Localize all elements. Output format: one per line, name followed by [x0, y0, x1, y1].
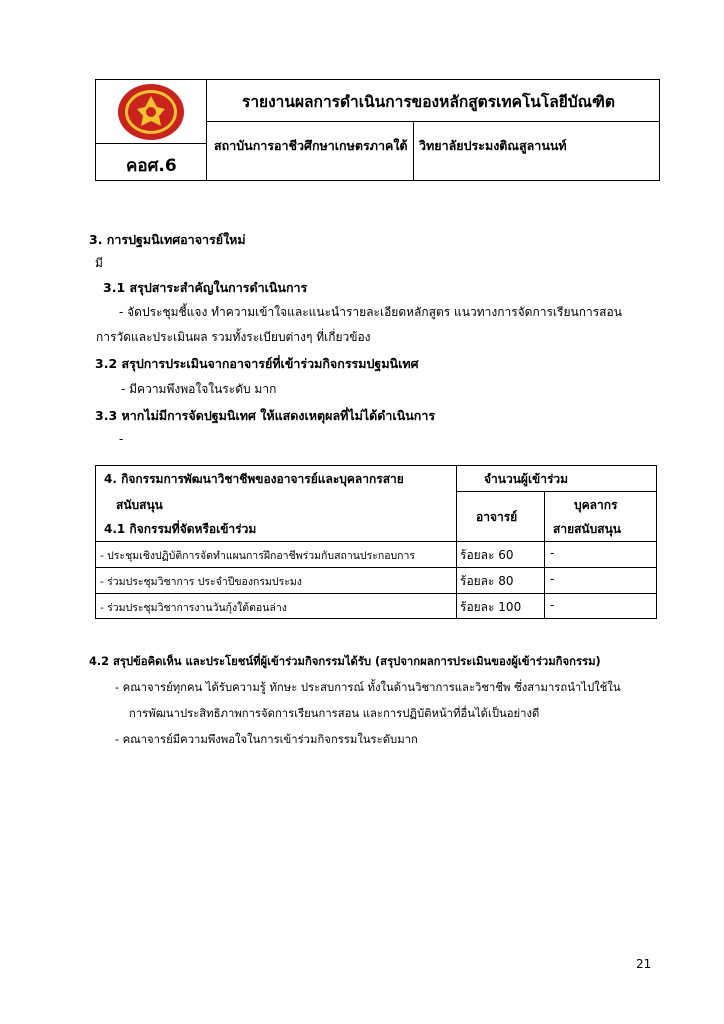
section3-answer: มี	[95, 256, 103, 270]
row-staff-value: -	[550, 546, 555, 560]
table-divider	[456, 491, 657, 492]
page-number: 21	[636, 957, 652, 971]
row-activity: - ร่วมประชุมวิชาการงานวันกุ้งใต้ตอนล่าง	[100, 602, 287, 614]
college-seal-logo	[117, 83, 185, 141]
section42-item: - คณาจารย์ทุกคน ได้รับความรู้ ทักษะ ประสบการณ์ ทั้งในด้านวิชาการและวิชาชีพ ซึ่งสามารถนำไปใช้ใน	[115, 681, 621, 694]
table-header-line: 4.1 กิจกรรมที่จัดหรือเข้าร่วม	[104, 522, 257, 536]
participants-header: จำนวนผู้เข้าร่วม	[484, 472, 569, 486]
table-divider	[544, 491, 545, 619]
section42-item: การพัฒนาประสิทธิภาพการจัดการเรียนการสอน และการปฏิบัติหน้าที่อื่นได้เป็นอย่างดี	[129, 707, 540, 720]
section42-item: - คณาจารย์มีความพึงพอใจในการเข้าร่วมกิจกรรมในระดับมาก	[115, 733, 418, 746]
staff-column-header: สายสนับสนุน	[553, 522, 621, 536]
section31-heading: 3.1 สรุปสาระสำคัญในการดำเนินการ	[103, 280, 308, 295]
institute-name: สถาบันการอาชีวศึกษาเกษตรภาคใต้	[214, 138, 408, 153]
section3-heading: 3. การปฐมนิเทศอาจารย์ใหม่	[89, 232, 246, 247]
table-divider	[96, 593, 657, 594]
section33-heading: 3.3 หากไม่มีการจัดปฐมนิเทศ ให้แสดงเหตุผลที่ไม่ได้ดำเนินการ	[95, 408, 436, 423]
row-staff-value: -	[550, 598, 555, 612]
section31-text: - จัดประชุมชี้แจง ทำความเข้าใจและแนะนำรายละเอียดหลักสูตร แนวทางการจัดการเรียนการสอน	[119, 305, 622, 319]
section32-heading: 3.2 สรุปการประเมินจากอาจารย์ที่เข้าร่วมกิจกรรมปฐมนิเทศ	[95, 356, 419, 371]
header-divider	[206, 80, 207, 180]
row-teacher-value: ร้อยละ 80	[460, 574, 514, 588]
row-staff-value: -	[550, 572, 555, 586]
row-activity: - ร่วมประชุมวิชาการ ประจำปีของกรมประมง	[100, 576, 302, 588]
row-teacher-value: ร้อยละ 60	[460, 548, 514, 562]
section42-heading: 4.2 สรุปข้อคิดเห็น และประโยชน์ที่ผู้เข้าร่วมกิจกรรมได้รับ (สรุปจากผลการประเมินของผู้เข้าร่วมกิจกรรม)	[89, 655, 601, 668]
activity-table	[95, 465, 657, 619]
section32-item: - มีความพึงพอใจในระดับ มาก	[121, 382, 277, 396]
report-title: รายงานผลการดำเนินการของหลักสูตรเทคโนโลยีบัณฑิต	[242, 93, 615, 111]
table-header-line: 4. กิจกรรมการพัฒนาวิชาชีพของอาจารย์และบุคลากรสาย	[104, 472, 404, 486]
section31-text: การวัดและประเมินผล รวมทั้งระเบียบต่างๆ ที่เกี่ยวข้อง	[96, 330, 371, 344]
row-activity: - ประชุมเชิงปฏิบัติการจัดทำแผนการฝึกอาชีพร่วมกับสถานประกอบการ	[100, 550, 416, 562]
section33-item: -	[119, 432, 124, 446]
row-teacher-value: ร้อยละ 100	[460, 600, 522, 614]
staff-column-header: บุคลากร	[574, 498, 618, 512]
header-divider	[206, 121, 659, 122]
table-divider	[96, 541, 657, 542]
table-divider	[96, 567, 657, 568]
header-table	[95, 79, 660, 181]
header-divider	[413, 121, 414, 180]
teacher-column-header: อาจารย์	[476, 510, 518, 524]
table-header-line: สนับสนุน	[116, 498, 163, 512]
table-divider	[456, 466, 457, 619]
form-code: คอศ.6	[126, 156, 177, 176]
header-divider	[96, 143, 206, 144]
college-name: วิทยาลัยประมงติณสูลานนท์	[419, 138, 567, 153]
